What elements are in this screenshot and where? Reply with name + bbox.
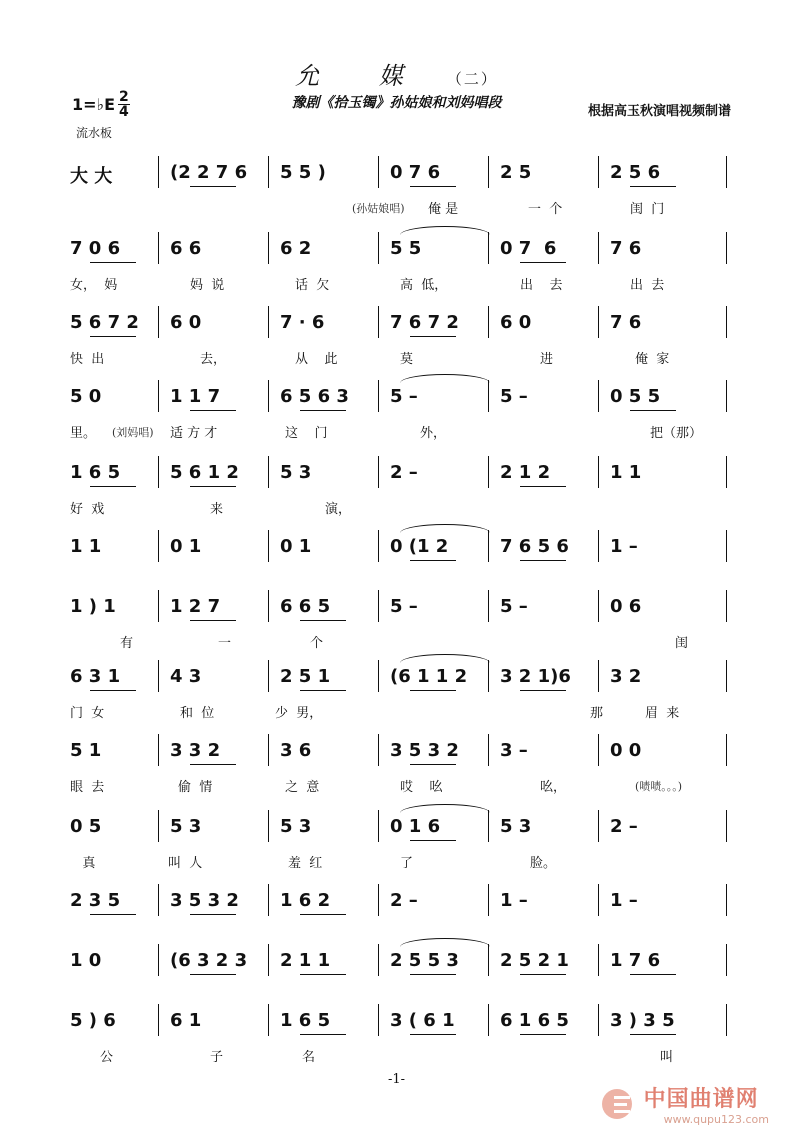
barline xyxy=(726,1004,727,1036)
slur-mark xyxy=(400,938,490,947)
time-top: 2 xyxy=(119,89,129,105)
measure: 1 ) 1 xyxy=(70,596,116,617)
measure: 2 1 2 xyxy=(500,462,551,483)
notes-row xyxy=(70,814,730,842)
lyric-text: 少 男， xyxy=(275,706,323,721)
measure: 1 6 5 xyxy=(70,462,121,483)
notes-row xyxy=(70,160,730,188)
measure: 1 1 xyxy=(70,536,102,557)
beam-underline xyxy=(300,914,346,915)
title-text: 允 媒 xyxy=(295,62,429,90)
watermark-logo-icon xyxy=(600,1087,638,1121)
measure: 6 5 6 3 xyxy=(280,386,349,407)
lyric-row xyxy=(70,348,730,368)
notes-row xyxy=(70,310,730,338)
slur-mark xyxy=(400,654,490,663)
barline xyxy=(268,884,269,916)
barline xyxy=(488,734,489,766)
measure: 5 3 xyxy=(280,462,312,483)
barline xyxy=(726,156,727,188)
lyric-text: 眼 去 xyxy=(70,780,105,795)
measure: 5 3 xyxy=(170,816,202,837)
measure: (6 3 2 3 xyxy=(170,950,248,971)
lyric-text: 偷 情 xyxy=(178,780,213,795)
notes-row xyxy=(70,948,730,976)
beam-underline xyxy=(190,914,236,915)
measure: 2 1 1 xyxy=(280,950,331,971)
beam-underline xyxy=(90,336,136,337)
measure: 0 7 6 xyxy=(390,162,441,183)
beam-underline xyxy=(410,336,456,337)
barline xyxy=(598,232,599,264)
barline xyxy=(378,456,379,488)
notes-row xyxy=(70,236,730,264)
lyric-text: 和 位 xyxy=(180,706,215,721)
lyric-text: 这 门 xyxy=(285,426,328,441)
lyric-text: 名 xyxy=(302,1050,316,1065)
lyric-text: 莫 xyxy=(400,352,414,367)
barline xyxy=(268,456,269,488)
time-bottom: 4 xyxy=(119,104,129,120)
barline xyxy=(726,734,727,766)
lyric-text: 羞 红 xyxy=(288,856,323,871)
barline xyxy=(488,884,489,916)
barline xyxy=(598,590,599,622)
measure: 5 – xyxy=(390,596,418,617)
measure: 1 – xyxy=(610,536,638,557)
measure: 0 6 xyxy=(610,596,642,617)
barline xyxy=(726,660,727,692)
lyric-text: 脸。 xyxy=(530,856,557,871)
measure: 0 5 xyxy=(70,816,102,837)
lyric-text: 子 xyxy=(210,1050,224,1065)
measure: 5 5 xyxy=(390,238,422,259)
measure: (2 2 7 6 xyxy=(170,162,248,183)
barline xyxy=(598,380,599,412)
barline xyxy=(158,944,159,976)
barline xyxy=(488,1004,489,1036)
notes-row xyxy=(70,384,730,412)
measure: 6 1 6 5 xyxy=(500,1010,569,1031)
barline xyxy=(158,810,159,842)
lyric-text: 闺 xyxy=(675,636,689,651)
measure: 2 – xyxy=(390,890,418,911)
slur-mark xyxy=(400,804,490,813)
measure: 7 · 6 xyxy=(280,312,325,333)
page-title xyxy=(0,56,793,91)
measure: 7 6 5 6 xyxy=(500,536,569,557)
lyric-text: 叫 xyxy=(660,1050,674,1065)
beam-underline xyxy=(630,1034,676,1035)
notes-row xyxy=(70,1008,730,1036)
measure: 3 2 xyxy=(610,666,642,687)
measure: 7 0 6 xyxy=(70,238,121,259)
measure: 0 1 6 xyxy=(390,816,441,837)
barline xyxy=(726,456,727,488)
beam-underline xyxy=(300,690,346,691)
notes-row xyxy=(70,664,730,692)
lyric-text: 那 xyxy=(590,706,604,721)
barline xyxy=(488,944,489,976)
source-note: 根据高玉秋演唱视频制谱 xyxy=(587,104,731,119)
watermark-name: 中国曲谱网 xyxy=(643,1086,759,1112)
barline xyxy=(726,306,727,338)
lyric-text: 进 xyxy=(540,352,554,367)
measure: 7 6 7 2 xyxy=(390,312,459,333)
measure: 3 5 3 2 xyxy=(170,890,239,911)
barline xyxy=(378,232,379,264)
measure: 2 5 2 1 xyxy=(500,950,569,971)
lyric-text: 里。 xyxy=(70,426,97,441)
slur-mark xyxy=(400,524,490,533)
barline xyxy=(158,456,159,488)
lyric-text: 演， xyxy=(325,502,352,517)
measure: 1 1 7 xyxy=(170,386,221,407)
beam-underline xyxy=(300,974,346,975)
title-part: （二） xyxy=(446,70,498,88)
measure: 1 7 6 xyxy=(610,950,661,971)
barline xyxy=(158,306,159,338)
lyric-text: 叫 人 xyxy=(168,856,203,871)
barline xyxy=(378,156,379,188)
lyric-text: 吆， xyxy=(540,780,567,795)
beam-underline xyxy=(630,186,676,187)
measure: 5 – xyxy=(390,386,418,407)
lyric-text: 俺 家 xyxy=(635,352,670,367)
measure: 3 5 3 2 xyxy=(390,740,459,761)
measure: 2 5 5 3 xyxy=(390,950,459,971)
notes-row xyxy=(70,460,730,488)
slur-mark xyxy=(400,374,490,383)
measure: 2 5 6 xyxy=(610,162,661,183)
measure: 6 1 xyxy=(170,1010,202,1031)
barline xyxy=(158,156,159,188)
measure: 4 3 xyxy=(170,666,202,687)
measure: 6 0 xyxy=(500,312,532,333)
measure: 5 6 1 2 xyxy=(170,462,239,483)
lyric-text: 一 xyxy=(218,636,232,651)
beam-underline xyxy=(410,560,456,561)
lyric-text: 闺 门 xyxy=(630,202,665,217)
beam-underline xyxy=(520,974,566,975)
barline xyxy=(488,660,489,692)
barline xyxy=(268,530,269,562)
measure: 0 1 xyxy=(280,536,312,557)
beam-underline xyxy=(520,486,566,487)
lyric-text: 个 xyxy=(310,636,324,651)
beam-underline xyxy=(190,974,236,975)
measure: 6 2 xyxy=(280,238,312,259)
lyric-row xyxy=(70,198,730,218)
barline xyxy=(598,306,599,338)
barline xyxy=(598,1004,599,1036)
measure: 3 ) 3 5 xyxy=(610,1010,675,1031)
measure: 3 – xyxy=(500,740,528,761)
barline xyxy=(726,810,727,842)
measure: 0 1 xyxy=(170,536,202,557)
barline xyxy=(598,734,599,766)
watermark-url: www.qupu123.com xyxy=(663,1113,769,1126)
lyric-text: 哎 吆 xyxy=(400,780,443,795)
measure: 5 6 7 2 xyxy=(70,312,139,333)
barline xyxy=(378,944,379,976)
beam-underline xyxy=(190,764,236,765)
lyric-text: 妈 说 xyxy=(190,278,225,293)
beam-underline xyxy=(520,262,566,263)
measure: 5 – xyxy=(500,596,528,617)
barline xyxy=(488,156,489,188)
lyric-text: 眉 来 xyxy=(645,706,680,721)
measure: 5 – xyxy=(500,386,528,407)
lyric-text: 适 方 才 xyxy=(170,426,218,441)
lyric-text: 外， xyxy=(420,426,447,441)
measure: 5 3 xyxy=(500,816,532,837)
notes-row xyxy=(70,594,730,622)
lyric-text: 把（那） xyxy=(650,426,703,441)
beam-underline xyxy=(300,410,346,411)
barline xyxy=(598,660,599,692)
lyric-text: 了 xyxy=(400,856,414,871)
barline xyxy=(268,1004,269,1036)
beam-underline xyxy=(190,410,236,411)
beam-underline xyxy=(520,560,566,561)
barline xyxy=(598,884,599,916)
measure: 7 6 xyxy=(610,238,642,259)
lyric-text: (孙姑娘唱) xyxy=(352,202,405,215)
lyric-row xyxy=(70,702,730,722)
barline xyxy=(158,232,159,264)
lyric-text: 来 xyxy=(210,502,224,517)
lyric-text: 话 欠 xyxy=(295,278,330,293)
barline xyxy=(378,306,379,338)
measure: 6 6 5 xyxy=(280,596,331,617)
barline xyxy=(488,306,489,338)
barline xyxy=(726,944,727,976)
barline xyxy=(488,810,489,842)
lyric-text: 女， 妈 xyxy=(70,278,118,293)
beam-underline xyxy=(520,1034,566,1035)
barline xyxy=(598,530,599,562)
lyric-text: 之 意 xyxy=(285,780,320,795)
barline xyxy=(378,660,379,692)
measure: 0 7 6 xyxy=(500,238,557,259)
lyric-text: 俺 是 xyxy=(428,202,459,217)
barline xyxy=(598,810,599,842)
lyric-text: 公 xyxy=(100,1050,114,1065)
barline xyxy=(726,232,727,264)
measure: 5 5 ) xyxy=(280,162,326,183)
barline xyxy=(268,232,269,264)
beam-underline xyxy=(90,262,136,263)
lyric-text: (啧啧。。。) xyxy=(635,780,683,793)
lyric-text: 门 女 xyxy=(70,706,105,721)
barline xyxy=(488,232,489,264)
lyric-text: 有 xyxy=(120,636,134,651)
lyric-text: 一 个 xyxy=(528,202,563,217)
barline xyxy=(158,734,159,766)
measure: 3 ( 6 1 xyxy=(390,1010,455,1031)
beam-underline xyxy=(90,690,136,691)
barline xyxy=(726,884,727,916)
page-number: -1- xyxy=(387,1072,406,1087)
barline xyxy=(378,1004,379,1036)
measure: 1 6 5 xyxy=(280,1010,331,1031)
barline xyxy=(158,380,159,412)
measure: 3 2 1)6 xyxy=(500,666,571,687)
barline xyxy=(488,380,489,412)
measure: 大 大 xyxy=(70,166,113,187)
measure: 1 6 2 xyxy=(280,890,331,911)
barline xyxy=(488,530,489,562)
measure: 0 5 5 xyxy=(610,386,661,407)
beam-underline xyxy=(520,690,566,691)
barline xyxy=(268,810,269,842)
barline xyxy=(378,884,379,916)
barline xyxy=(598,456,599,488)
lyric-text: 好 戏 xyxy=(70,502,105,517)
beam-underline xyxy=(190,486,236,487)
beam-underline xyxy=(410,186,456,187)
measure: 1 0 xyxy=(70,950,102,971)
beam-underline xyxy=(190,186,236,187)
measure: 3 6 xyxy=(280,740,312,761)
beam-underline xyxy=(300,620,346,621)
beam-underline xyxy=(410,1034,456,1035)
lyric-text: 出 去 xyxy=(630,278,665,293)
beam-underline xyxy=(410,974,456,975)
notes-row xyxy=(70,738,730,766)
barline xyxy=(488,456,489,488)
measure: 1 1 xyxy=(610,462,642,483)
barline xyxy=(158,530,159,562)
watermark xyxy=(600,1082,769,1126)
tempo-marking: 流水板 xyxy=(76,126,113,140)
beam-underline xyxy=(410,764,456,765)
measure: 1 – xyxy=(610,890,638,911)
measure: 0 0 xyxy=(610,740,642,761)
lyric-text: 高 低， xyxy=(400,278,448,293)
measure: 6 3 1 xyxy=(70,666,121,687)
lyric-text: (刘妈唱) xyxy=(112,426,154,439)
measure: 3 3 2 xyxy=(170,740,221,761)
lyric-text: 真 xyxy=(70,856,96,871)
subtitle: 豫剧《拾玉镯》孙姑娘和刘妈唱段 xyxy=(291,95,502,111)
beam-underline xyxy=(630,974,676,975)
beam-underline xyxy=(90,486,136,487)
lyric-row xyxy=(70,422,730,442)
barline xyxy=(488,590,489,622)
barline xyxy=(158,884,159,916)
lyric-text: 去， xyxy=(200,352,227,367)
measure: 5 ) 6 xyxy=(70,1010,116,1031)
barline xyxy=(726,530,727,562)
key-signature xyxy=(72,90,130,119)
barline xyxy=(726,380,727,412)
beam-underline xyxy=(190,620,236,621)
barline xyxy=(268,734,269,766)
beam-underline xyxy=(300,1034,346,1035)
barline xyxy=(158,1004,159,1036)
measure: 1 – xyxy=(500,890,528,911)
lyric-row xyxy=(70,498,730,518)
measure: 5 3 xyxy=(280,816,312,837)
barline xyxy=(268,590,269,622)
barline xyxy=(158,660,159,692)
barline xyxy=(378,810,379,842)
barline xyxy=(378,590,379,622)
measure: 5 0 xyxy=(70,386,102,407)
lyric-row xyxy=(70,274,730,294)
lyric-text: 快 出 xyxy=(70,352,105,367)
measure: 6 6 xyxy=(170,238,202,259)
time-signature xyxy=(118,90,130,119)
barline xyxy=(268,306,269,338)
barline xyxy=(268,944,269,976)
lyric-text: 从 此 xyxy=(295,352,338,367)
lyric-row xyxy=(70,776,730,796)
measure: 1 2 7 xyxy=(170,596,221,617)
barline xyxy=(268,156,269,188)
barline xyxy=(378,734,379,766)
lyric-row xyxy=(70,632,730,652)
barline xyxy=(268,380,269,412)
barline xyxy=(378,380,379,412)
measure: 2 – xyxy=(610,816,638,837)
measure: 6 0 xyxy=(170,312,202,333)
measure: (6 1 1 2 xyxy=(390,666,468,687)
measure: 2 3 5 xyxy=(70,890,121,911)
key-text: 1=♭E xyxy=(72,95,116,114)
notes-row xyxy=(70,534,730,562)
barline xyxy=(378,530,379,562)
measure: 2 – xyxy=(390,462,418,483)
measure: 2 5 xyxy=(500,162,532,183)
barline xyxy=(726,590,727,622)
measure: 7 6 xyxy=(610,312,642,333)
lyric-row xyxy=(70,1046,730,1066)
beam-underline xyxy=(410,690,456,691)
beam-underline xyxy=(410,840,456,841)
measure: 2 5 1 xyxy=(280,666,331,687)
notes-row xyxy=(70,888,730,916)
beam-underline xyxy=(630,410,676,411)
barline xyxy=(598,944,599,976)
slur-mark xyxy=(400,226,490,235)
barline xyxy=(268,660,269,692)
beam-underline xyxy=(90,914,136,915)
lyric-row xyxy=(70,852,730,872)
measure: 5 1 xyxy=(70,740,102,761)
measure: 0 (1 2 xyxy=(390,536,449,557)
barline xyxy=(598,156,599,188)
lyric-text: 出 去 xyxy=(520,278,563,293)
barline xyxy=(158,590,159,622)
